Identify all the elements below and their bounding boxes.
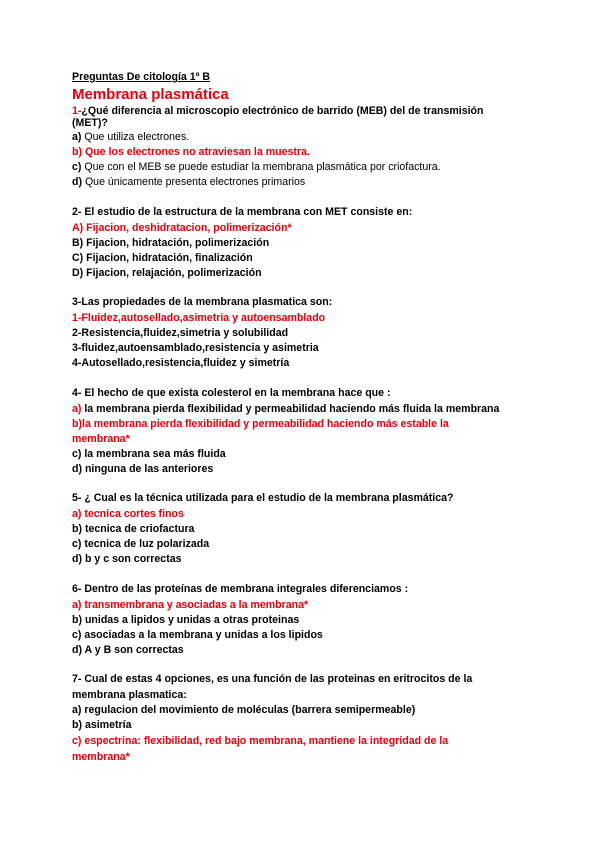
answer-option: 3-fluidez,autoensamblado,resistencia y asimetria (72, 342, 319, 354)
answer-option: d) Que únicamente presenta electrones primarios (72, 176, 306, 188)
correct-answer-option: 1-Fluidez,autosellado,asimetria y autoensamblado (72, 312, 326, 324)
answer-option: a) la membrana pierda flexibilidad y permeabilidad haciendo más fluida la membrana (72, 403, 500, 415)
answer-option: a) regulacion del movimiento de moléculas (barrera semipermeable) (72, 704, 416, 716)
correct-answer-option: b)la membrana pierda flexibilidad y permeabilidad haciendo más estable la (72, 418, 449, 430)
answer-option: B) Fijacion, hidratación, polimerización (72, 237, 270, 249)
question-number: 1- (72, 105, 82, 117)
correct-answer-option: c) espectrina: flexibilidad, red bajo membrana, mantiene la integridad de la (72, 735, 449, 747)
answer-option: b) tecnica de criofactura (72, 523, 195, 535)
question-3-text: 3-Las propiedades de la membrana plasmatica son: (72, 296, 333, 308)
answer-option: a) Que utiliza electrones. (72, 131, 190, 143)
answer-option: d) ninguna de las anteriores (72, 463, 214, 475)
correct-answer-option: a) transmembrana y asociadas a la membrana* (72, 599, 309, 611)
answer-option: d) A y B son correctas (72, 644, 184, 656)
question-6-text: 6- Dentro de las proteínas de membrana integrales diferenciamos : (72, 583, 409, 595)
correct-answer-option-cont: membrana* (72, 751, 130, 763)
answer-option: 2-Resistencia,fluidez,simetria y solubilidad (72, 327, 289, 339)
correct-answer-option: b) Que los electrones no atraviesan la muestra. (72, 146, 310, 158)
question-1-text-cont: (MET)? (72, 117, 108, 129)
question-1-text: 1-¿Qué diferencia al microscopio electrónico de barrido (MEB) del de transmisión (72, 105, 484, 117)
correct-answer-option-cont: membrana* (72, 433, 130, 445)
answer-option: 4-Autosellado,resistencia,fluidez y simetría (72, 357, 290, 369)
document-subtitle: Preguntas De citología 1º B (72, 71, 211, 83)
correct-answer-option: A) Fijacion, deshidratacion, polimerización* (72, 222, 292, 234)
document-title: Membrana plasmática (72, 86, 229, 103)
question-7-text-cont: membrana plasmatica: (72, 689, 187, 701)
correct-answer-option: a) tecnica cortes finos (72, 508, 184, 520)
answer-option: D) Fijacion, relajación, polimerización (72, 267, 262, 279)
question-4-text: 4- El hecho de que exista colesterol en la membrana hace que : (72, 387, 391, 399)
question-7-text: 7- Cual de estas 4 opciones, es una función de las proteinas en eritrocitos de la (72, 673, 473, 685)
answer-option: d) b y c son correctas (72, 553, 182, 565)
answer-option: b) unidas a lipidos y unidas a otras proteinas (72, 614, 300, 626)
answer-option: c) Que con el MEB se puede estudiar la membrana plasmática por criofactura. (72, 161, 441, 173)
answer-option: c) asociadas a la membrana y unidas a los lipidos (72, 629, 323, 641)
question-2-text: 2- El estudio de la estructura de la membrana con MET consiste en: (72, 206, 413, 218)
answer-option: c) tecnica de luz polarizada (72, 538, 210, 550)
answer-option: c) la membrana sea más fluida (72, 448, 226, 460)
answer-option: C) Fijacion, hidratación, finalización (72, 252, 253, 264)
question-5-text: 5- ¿ Cual es la técnica utilizada para el estudio de la membrana plasmática? (72, 492, 454, 504)
answer-option: b) asimetría (72, 719, 132, 731)
